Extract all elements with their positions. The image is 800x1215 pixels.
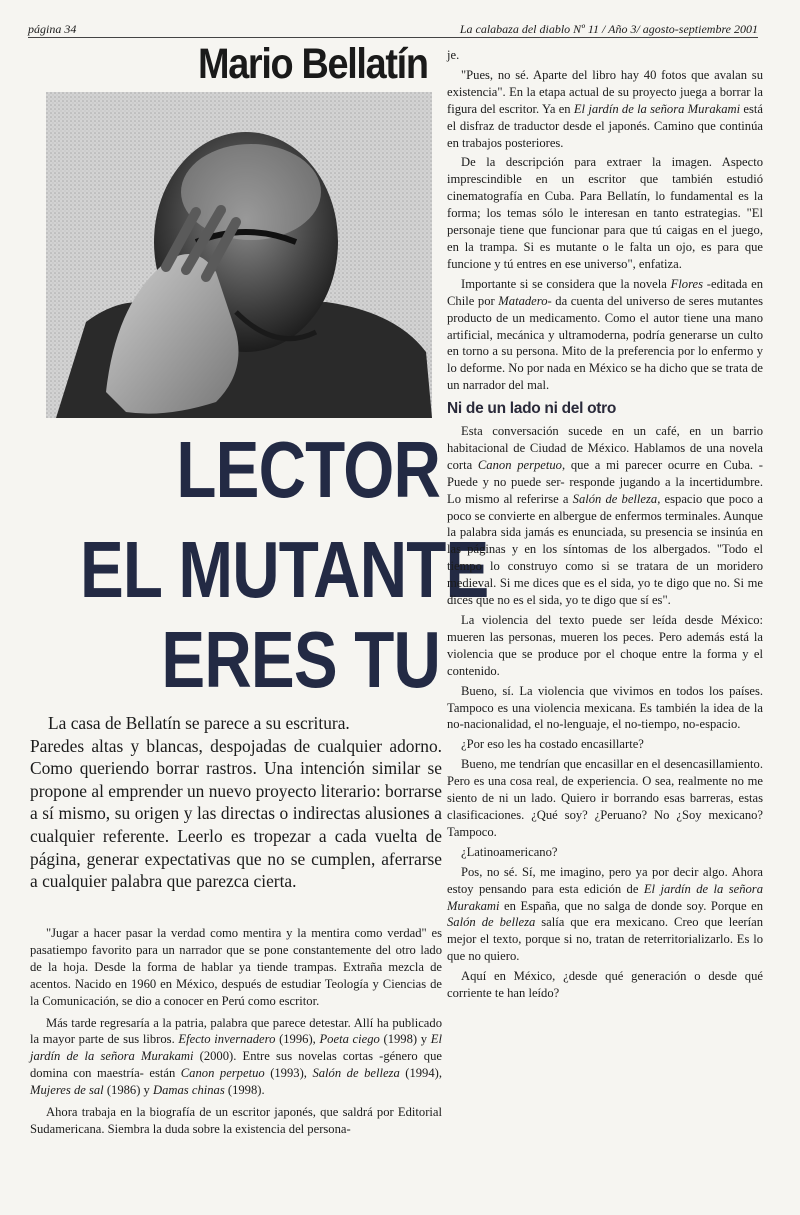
- interview-question: ¿Por eso les ha costado encasillarte?: [461, 737, 644, 752]
- body-paragraph: Bueno, sí. La violencia que vivimos en todos los países. Tampoco es una violencia mexicana. Es también la idea de la no-nacionalidad, el no-lenguaje, el no-tiempo, no-espacio.: [447, 683, 763, 732]
- body-paragraph: Bueno, me tendrían que encasillar en el desencasillamiento. Pero es una cosa real, de experiencia. O sea, realmente no me siento de ni un lado. Quiero ir borrando esas barreras, estas clasificaciones. ¿Qué soy? ¿Peruano? No ¿Soy mexicano? Tampoco.: [447, 757, 763, 839]
- intro-paragraph: La casa de Bellatín se parece a su escritura.: [48, 713, 350, 733]
- headline-line-1: LECTOR: [176, 425, 440, 514]
- intro-paragraph: Paredes altas y blancas, despojadas de cualquier adorno. Como queriendo borrar rastros. Una intención similar se propone al emprender un nuevo proyecto literario: borrarse a sí mismo, su origen y las directas o indirectas alusiones a cualquier referente. Leerlo es tropezar a cada vuelta de página, generar expectativas que no se cumplen, aferrarse a cualquier palabra que parezca cierta.: [30, 735, 442, 892]
- intro-text: [30, 712, 442, 893]
- interview-question: ¿Latinoamericano?: [461, 844, 558, 859]
- section-subheading: Ni de un lado ni del otro: [447, 400, 617, 418]
- body-paragraph: je.: [447, 48, 460, 62]
- author-photo: [46, 92, 432, 418]
- author-portrait-image: [46, 92, 432, 418]
- body-paragraph: Esta conversación sucede en un café, en un barrio habitacional de Ciudad de México. Hablamos de una novela corta Canon perpetuo, que a mi parecer ocurre en Cuba. -Puede y no puede ser- responde jugando a la incertidumbre. Lo mismo al referirse a Salón de belleza, espacio que poco a poco se convierte en albergue de enfermos terminales. Aunque la palabra sida jamás es enunciada, su presencia se insinúa en las páginas y en los síntomas de los albergados. "Todo el tiempo lo construyo como si se tratara de un moridero medieval. Si me dices que es el sida, yo te digo que no. Si me dices que no es el sida, yo te digo que sí es".: [447, 424, 764, 608]
- body-paragraph: De la descripción para extraer la imagen. Aspecto imprescindible en un escritor que también estudió cinematografía en Cuba. Para Bellatín, lo fundamental es la forma; los temas sólo le interesan en tanto estrategias. "El personaje tiene que funcionar para que tú caigas en el juego, en la trampa. Si es mutante o le falta un ojo, es para que funcione y tú entres en ese universo", enfatiza.: [447, 155, 763, 271]
- headline-line-3: ERES TU: [161, 615, 440, 704]
- body-paragraph: Ahora trabaja en la biografía de un escritor japonés, que saldrá por Editorial Sudamericana. Siembra la duda sobre la existencia del persona-: [30, 1105, 442, 1136]
- page-number: página 34: [28, 22, 77, 36]
- body-paragraph: La violencia del texto puede ser leída desde México: mueren las personas, mueren los peces. Pero además está la violencia que se produce por el choque entre la forma y el contenido.: [447, 613, 763, 678]
- publication-info: La calabaza del diablo Nº 11 / Año 3/ agosto-septiembre 2001: [459, 22, 758, 36]
- interview-question: Aquí en México, ¿desde qué generación o desde qué corriente te han leído?: [447, 969, 763, 1001]
- running-header: [28, 22, 758, 38]
- headline-line-2: EL MUTANTE: [80, 525, 489, 614]
- body-paragraph: "Pues, no sé. Aparte del libro hay 40 fotos que avalan su existencia". En la etapa actual de su proyecto juega a borrar la figura del escritor. Ya en El jardín de la señora Murakami está el disfraz de traductor desde el japonés. Camino que continúa en trabajos posteriores.: [447, 67, 764, 150]
- body-paragraph: Más tarde regresaría a la patria, palabra que parece detestar. Allí ha publicado la mayor parte de sus libros. Efecto invernadero (1996), Poeta ciego (1998) y El jardín de la señora Murakami (2000). Entre sus novelas cortas -género que domina con maestría- están Canon perpetuo (1993), Salón de belleza (1994), Mujeres de sal (1986) y Damas chinas (1998).: [30, 1015, 442, 1098]
- body-paragraph: Pos, no sé. Sí, me imagino, pero ya por decir algo. Ahora estoy pensando para esta edición de El jardín de la señora Murakami en España, que no salga de donde soy. Porque en Salón de belleza salía que era mexicano. Creo que leerían mejor el texto, porque si no, tratan de reterritorializarlo. Es lo que no quiero.: [447, 864, 764, 964]
- right-column: [447, 47, 763, 1005]
- left-column: [30, 925, 442, 1143]
- body-paragraph: "Jugar a hacer pasar la verdad como mentira y la mentira como verdad" es pasatiempo favorito para un narrador que se pone constantemente del otro lado de la hoja. Desde la forma de hablar ya tiende trampas. Extraña mezcla de acentos. Nacido en 1960 en México, después de estudiar Teología y Ciencias de la Comunicación, se dio a conocer en Perú como escritor.: [30, 926, 442, 1008]
- body-paragraph: Importante si se considera que la novela Flores -editada en Chile por Matadero- da cuenta del universo de seres mutantes producto de un medicamento. Como el autor tiene una mano artificial, mecánica y ultramoderna, podría generarse un culto en torno a su persona. Mito de la preferencia por lo enfermo y lo deforme. No por nada en México se ha dicho que se trata de un narrador del mal.: [447, 276, 763, 393]
- author-name: Mario Bellatín: [198, 40, 428, 88]
